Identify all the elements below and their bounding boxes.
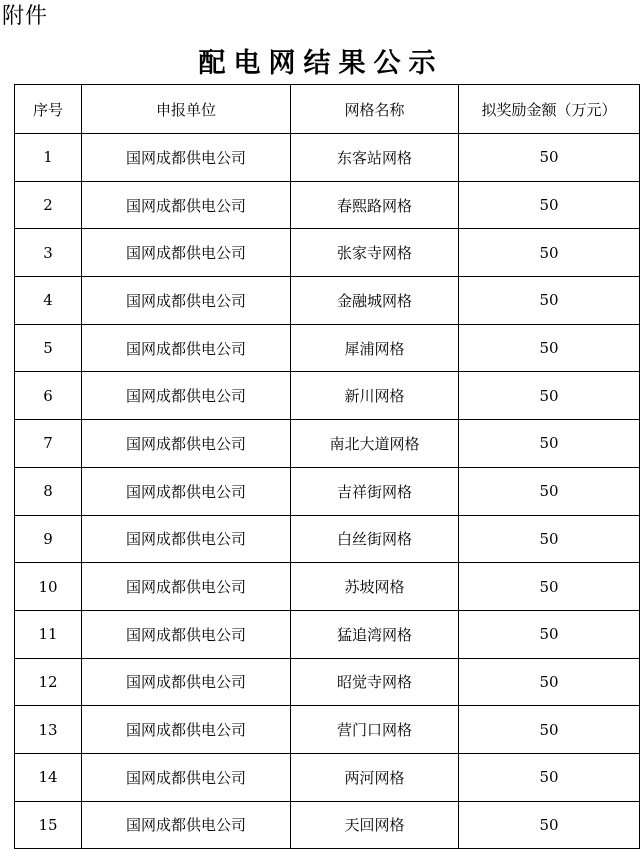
cell-unit: 国网成都供电公司 bbox=[82, 420, 291, 468]
cell-reward-amount: 50 bbox=[459, 420, 640, 468]
attachment-label: 附件 bbox=[2, 4, 49, 29]
cell-grid-name: 两河网格 bbox=[291, 753, 459, 801]
cell-unit: 国网成都供电公司 bbox=[82, 181, 291, 229]
cell-reward-amount: 50 bbox=[459, 610, 640, 658]
header-reward-amount: 拟奖励金额（万元） bbox=[459, 85, 640, 134]
page-title: 配电网结果公示 bbox=[198, 48, 444, 79]
table-row bbox=[15, 801, 640, 849]
cell-grid-name: 东客站网格 bbox=[291, 134, 459, 182]
cell-unit: 国网成都供电公司 bbox=[82, 753, 291, 801]
cell-unit: 国网成都供电公司 bbox=[82, 467, 291, 515]
table-body bbox=[15, 134, 640, 849]
cell-unit: 国网成都供电公司 bbox=[82, 134, 291, 182]
cell-reward-amount: 50 bbox=[459, 658, 640, 706]
cell-reward-amount: 50 bbox=[459, 229, 640, 277]
table-row bbox=[15, 420, 640, 468]
cell-unit: 国网成都供电公司 bbox=[82, 277, 291, 325]
cell-unit: 国网成都供电公司 bbox=[82, 610, 291, 658]
header-grid-name: 网格名称 bbox=[291, 85, 459, 134]
table-row bbox=[15, 563, 640, 611]
cell-reward-amount: 50 bbox=[459, 277, 640, 325]
table-row bbox=[15, 229, 640, 277]
cell-reward-amount: 50 bbox=[459, 467, 640, 515]
header-seq: 序号 bbox=[15, 85, 82, 134]
cell-seq: 1 bbox=[15, 134, 82, 182]
table-row bbox=[15, 277, 640, 325]
cell-unit: 国网成都供电公司 bbox=[82, 515, 291, 563]
cell-seq: 13 bbox=[15, 706, 82, 754]
cell-reward-amount: 50 bbox=[459, 801, 640, 849]
cell-grid-name: 昭觉寺网格 bbox=[291, 658, 459, 706]
cell-reward-amount: 50 bbox=[459, 181, 640, 229]
table-row bbox=[15, 658, 640, 706]
cell-seq: 11 bbox=[15, 610, 82, 658]
cell-reward-amount: 50 bbox=[459, 753, 640, 801]
cell-grid-name: 春熙路网格 bbox=[291, 181, 459, 229]
cell-grid-name: 新川网格 bbox=[291, 372, 459, 420]
cell-unit: 国网成都供电公司 bbox=[82, 658, 291, 706]
table-row bbox=[15, 467, 640, 515]
cell-grid-name: 天回网格 bbox=[291, 801, 459, 849]
cell-seq: 10 bbox=[15, 563, 82, 611]
table-row bbox=[15, 610, 640, 658]
table-row bbox=[15, 706, 640, 754]
cell-unit: 国网成都供电公司 bbox=[82, 563, 291, 611]
table-row bbox=[15, 181, 640, 229]
table-header-row bbox=[15, 85, 640, 134]
cell-reward-amount: 50 bbox=[459, 372, 640, 420]
table-row bbox=[15, 753, 640, 801]
table-row bbox=[15, 372, 640, 420]
cell-seq: 14 bbox=[15, 753, 82, 801]
cell-reward-amount: 50 bbox=[459, 563, 640, 611]
table-row bbox=[15, 324, 640, 372]
cell-seq: 2 bbox=[15, 181, 82, 229]
cell-seq: 9 bbox=[15, 515, 82, 563]
cell-seq: 12 bbox=[15, 658, 82, 706]
header-unit: 申报单位 bbox=[82, 85, 291, 134]
cell-grid-name: 苏坡网格 bbox=[291, 563, 459, 611]
cell-seq: 5 bbox=[15, 324, 82, 372]
cell-grid-name: 张家寺网格 bbox=[291, 229, 459, 277]
cell-grid-name: 营门口网格 bbox=[291, 706, 459, 754]
cell-grid-name: 金融城网格 bbox=[291, 277, 459, 325]
cell-grid-name: 犀浦网格 bbox=[291, 324, 459, 372]
cell-unit: 国网成都供电公司 bbox=[82, 324, 291, 372]
cell-reward-amount: 50 bbox=[459, 515, 640, 563]
cell-grid-name: 吉祥街网格 bbox=[291, 467, 459, 515]
table-row bbox=[15, 515, 640, 563]
cell-grid-name: 南北大道网格 bbox=[291, 420, 459, 468]
cell-unit: 国网成都供电公司 bbox=[82, 706, 291, 754]
cell-seq: 7 bbox=[15, 420, 82, 468]
cell-reward-amount: 50 bbox=[459, 324, 640, 372]
cell-reward-amount: 50 bbox=[459, 134, 640, 182]
cell-unit: 国网成都供电公司 bbox=[82, 372, 291, 420]
cell-grid-name: 白丝街网格 bbox=[291, 515, 459, 563]
cell-unit: 国网成都供电公司 bbox=[82, 801, 291, 849]
cell-grid-name: 猛追湾网格 bbox=[291, 610, 459, 658]
cell-seq: 6 bbox=[15, 372, 82, 420]
cell-unit: 国网成都供电公司 bbox=[82, 229, 291, 277]
cell-reward-amount: 50 bbox=[459, 706, 640, 754]
cell-seq: 4 bbox=[15, 277, 82, 325]
cell-seq: 15 bbox=[15, 801, 82, 849]
table-row bbox=[15, 134, 640, 182]
cell-seq: 3 bbox=[15, 229, 82, 277]
cell-seq: 8 bbox=[15, 467, 82, 515]
results-table bbox=[14, 84, 640, 849]
